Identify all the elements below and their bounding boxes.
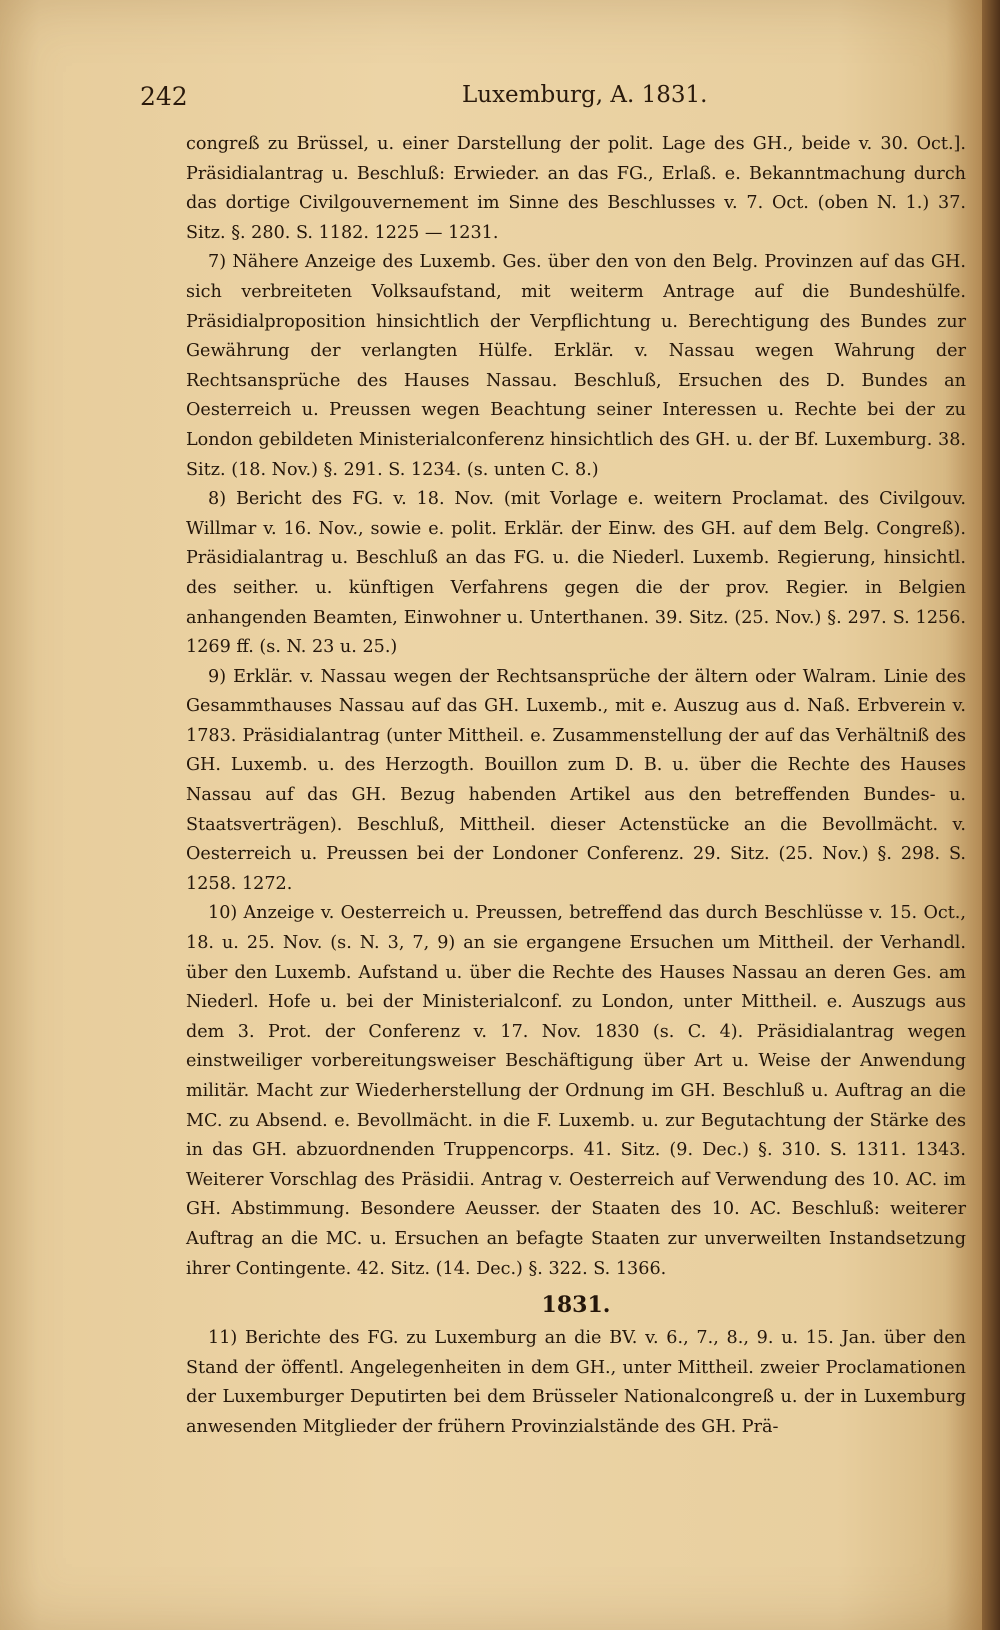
page-edge-shadow: [982, 0, 1000, 1630]
running-title: Luxemburg, A. 1831.: [462, 82, 708, 108]
page-number: 242: [140, 82, 188, 111]
paragraph-item-9: 9) Erklär. v. Nassau wegen der Rechtsansprüche der ältern oder Walram. Linie des Gesammthauses Nassau auf das GH. Luxemb., mit e. Auszug aus d. Naß. Erbverein v. 1783. Präsidialantrag (unter Mittheil. e. Zusammenstellung der auf das Verhältniß des GH. Luxemb. u. des Herzogth. Bouillon zum D. B. u. über die Rechte des Hauses Nassau auf das GH. Bezug habenden Artikel aus den betreffenden Bundes- u. Staatsverträgen). Beschluß, Mittheil. dieser Actenstücke an die Bevollmächt. v. Oesterreich u. Preussen bei der Londoner Conferenz. 29. Sitz. (25. Nov.) §. 298. S. 1258. 1272.: [186, 666, 966, 894]
page-header: [140, 82, 840, 116]
paragraph-continuation: congreß zu Brüssel, u. einer Darstellung der polit. Lage des GH., beide v. 30. Oct.]. Präsidialantrag u. Beschluß: Erwieder. an das FG., Erlaß. e. Bekanntmachung durch das dortige Civilgouvernement im Sinne des Beschlusses v. 7. Oct. (oben N. 1.) 37. Sitz. §. 280. S. 1182. 1225 — 1231.: [186, 134, 966, 243]
page-body: [186, 130, 966, 1443]
paragraph-item-11: 11) Berichte des FG. zu Luxemburg an die BV. v. 6., 7., 8., 9. u. 15. Jan. über den Stand der öffentl. Angelegenheiten in dem GH., unter Mittheil. zweier Proclamationen der Luxemburger Deputirten bei dem Brüsseler Nationalcongreß u. der in Luxemburg anwesenden Mitglieder der frühern Provinzialstände des GH. Prä-: [186, 1328, 966, 1437]
year-heading: 1831.: [541, 1292, 611, 1319]
paragraph-item-10: 10) Anzeige v. Oesterreich u. Preussen, betreffend das durch Beschlüsse v. 15. Oct., 18. u. 25. Nov. (s. N. 3, 7, 9) an sie ergangene Ersuchen um Mittheil. der Verhandl. über den Luxemb. Aufstand u. über die Rechte des Hauses Nassau an deren Ges. am Niederl. Hofe u. bei der Ministerialconf. zu London, unter Mittheil. e. Auszugs aus dem 3. Prot. der Conferenz v. 17. Nov. 1830 (s. C. 4). Präsidialantrag wegen einstweiliger vorbereitungsweiser Beschäftigung über Art u. Weise der Anwendung militär. Macht zur Wiederherstellung der Ordnung im GH. Beschluß u. Auftrag an die MC. zu Absend. e. Bevollmächt. in die F. Luxemb. u. zur Begutachtung der Stärke des in das GH. abzuordnenden Truppencorps. 41. Sitz. (9. Dec.) §. 310. S. 1311. 1343. Weiterer Vorschlag des Präsidii. Antrag v. Oesterreich auf Verwendung des 10. AC. im GH. Abstimmung. Besondere Aeusser. der Staaten des 10. AC. Beschluß: weiterer Auftrag an die MC. u. Ersuchen an befagte Staaten zur unverweilten Instandsetzung ihrer Contingente. 42. Sitz. (14. Dec.) §. 322. S. 1366.: [186, 903, 966, 1279]
paragraph-item-7: 7) Nähere Anzeige des Luxemb. Ges. über den von den Belg. Provinzen auf das GH. sich verbreiteten Volksaufstand, mit weiterm Antrage auf die Bundeshülfe. Präsidialproposition hinsichtlich der Verpflichtung u. Berechtigung des Bundes zur Gewährung der verlangten Hülfe. Erklär. v. Nassau wegen Wahrung der Rechtsansprüche des Hauses Nassau. Beschluß, Ersuchen des D. Bundes an Oesterreich u. Preussen wegen Beachtung seiner Interessen u. Rechte bei der zu London gebildeten Ministerialconferenz hinsichtlich des GH. u. der Bf. Luxemburg. 38. Sitz. (18. Nov.) §. 291. S. 1234. (s. unten C. 8.): [186, 252, 966, 480]
paragraph-item-8: 8) Bericht des FG. v. 18. Nov. (mit Vorlage e. weitern Proclamat. des Civilgouv. Willmar v. 16. Nov., sowie e. polit. Erklär. der Einw. des GH. auf dem Belg. Congreß). Präsidialantrag u. Beschluß an das FG. u. die Niederl. Luxemb. Regierung, hinsichtl. des seither. u. künftigen Verfahrens gegen die der prov. Regier. in Belgien anhangenden Beamten, Einwohner u. Unterthanen. 39. Sitz. (25. Nov.) §. 297. S. 1256. 1269 ff. (s. N. 23 u. 25.): [186, 489, 966, 658]
